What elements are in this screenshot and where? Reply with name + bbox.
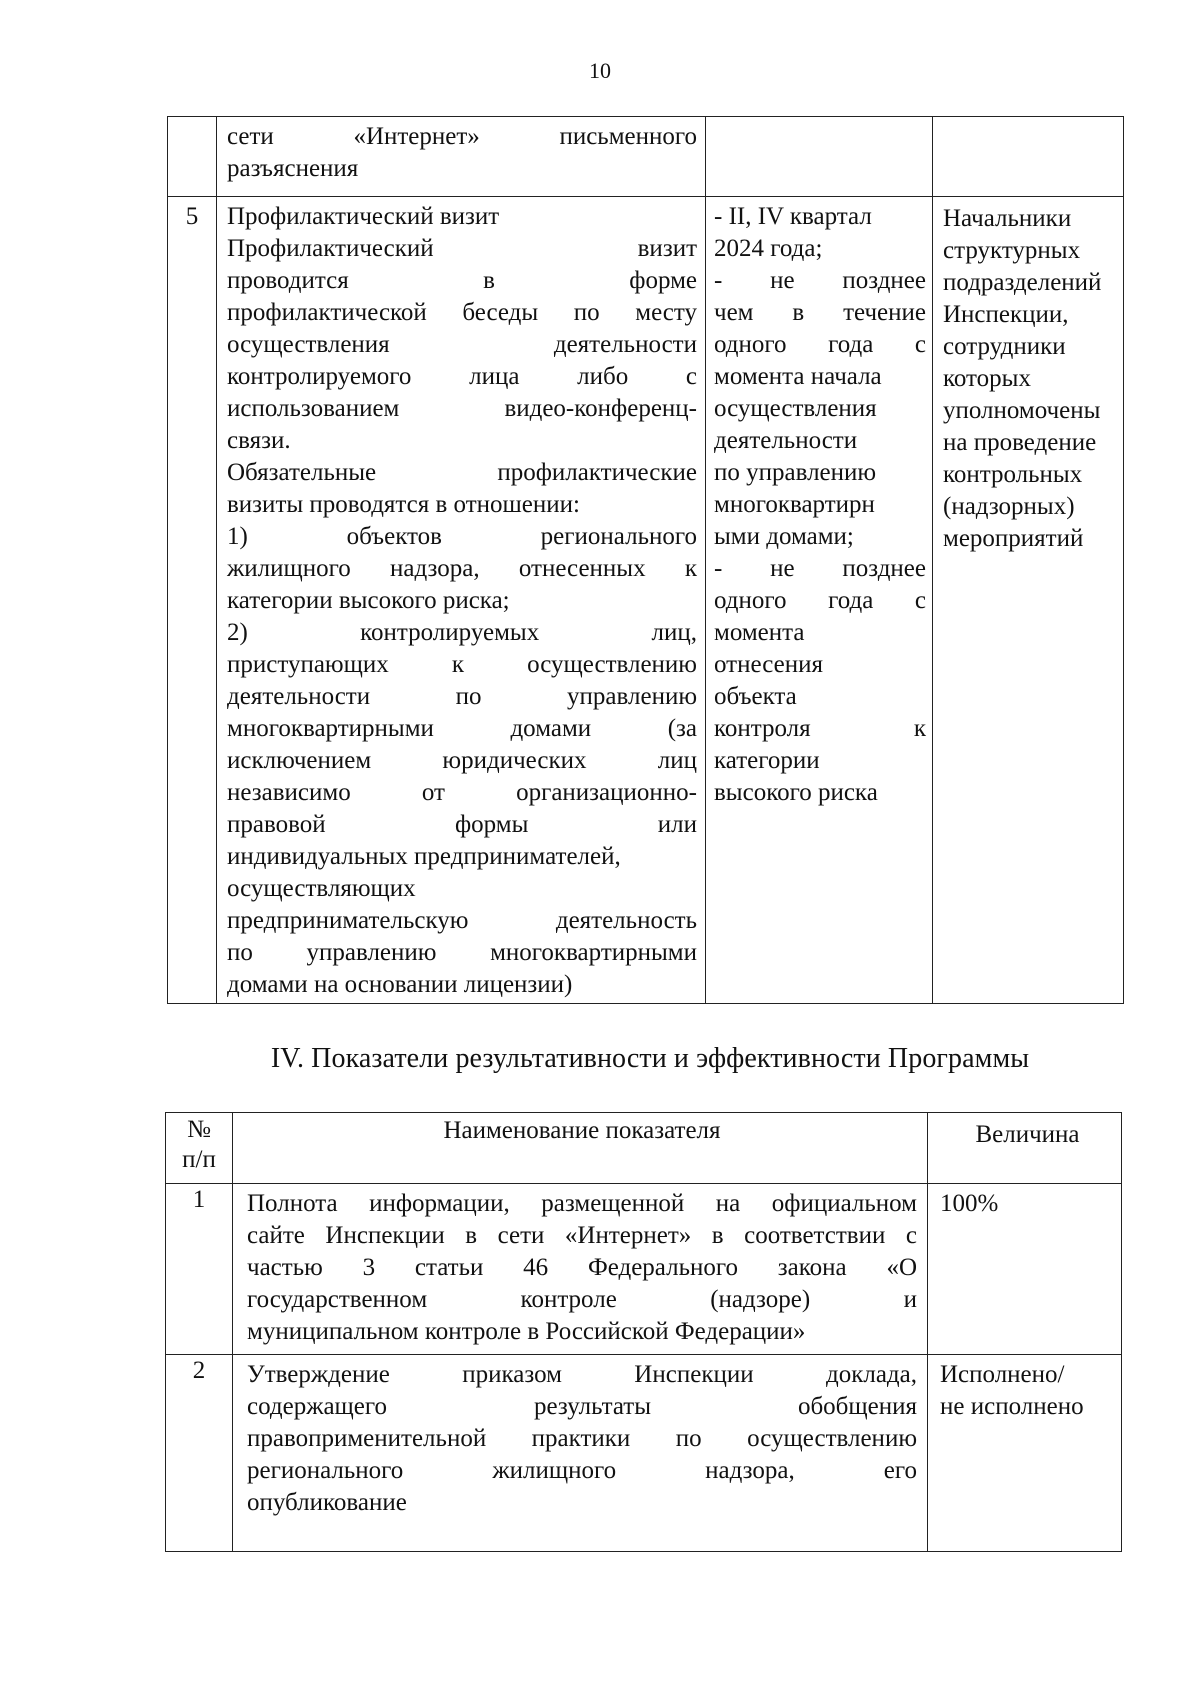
text-line: по управлению xyxy=(714,459,877,486)
text-line: домами на основании лицензии) xyxy=(227,971,573,998)
text-line: 2024 года; xyxy=(714,235,823,262)
text-line: Профилактический визит xyxy=(227,203,500,230)
text-line: профилактической беседы по месту xyxy=(227,299,697,326)
text-line: государственном контроле (надзоре) и xyxy=(247,1286,917,1313)
table-row xyxy=(166,1184,1122,1355)
indicator-value xyxy=(928,1184,1122,1355)
text-line: 1) объектов регионального xyxy=(227,523,697,550)
text-line: Утверждение приказом Инспекции доклада, xyxy=(247,1361,917,1388)
row-number xyxy=(168,117,217,197)
text-line: Начальники xyxy=(943,205,1072,232)
text-line: сети «Интернет» письменного xyxy=(227,123,697,150)
text-line: сотрудники xyxy=(943,333,1066,360)
table-row xyxy=(166,1355,1122,1552)
text-line: правовой формы или xyxy=(227,811,697,838)
indicator-value xyxy=(928,1355,1122,1552)
text-line: - не позднее xyxy=(714,267,926,294)
header-num xyxy=(166,1113,233,1184)
indicators-table xyxy=(165,1112,1122,1552)
text-line: 2) контролируемых лиц, xyxy=(227,619,697,646)
text-line: (надзорных) xyxy=(943,493,1075,520)
text-line: сайте Инспекции в сети «Интернет» в соответствии с xyxy=(247,1222,917,1249)
activity-description xyxy=(217,197,706,1004)
text-line: содержащего результаты обобщения xyxy=(247,1393,917,1420)
text-line: категории высокого риска; xyxy=(227,587,510,614)
text-line: на проведение xyxy=(943,429,1097,456)
text-line: контроля к xyxy=(714,715,926,742)
activity-responsible xyxy=(933,197,1124,1004)
header-indicator-name: Наименование показателя xyxy=(233,1113,928,1184)
text-line: чем в течение xyxy=(714,299,926,326)
text-line: связи. xyxy=(227,427,291,454)
activities-table xyxy=(167,116,1124,1004)
row-number: 1 xyxy=(166,1184,233,1355)
section-title: IV. Показатели результативности и эффективности Программы xyxy=(270,1043,1030,1074)
text-line: ыми домами; xyxy=(714,523,854,550)
text-line: момента начала xyxy=(714,363,882,390)
table-row xyxy=(168,117,1124,197)
text-line: мероприятий xyxy=(943,525,1084,552)
text-line: - не позднее xyxy=(714,555,926,582)
text-line: деятельности xyxy=(714,427,858,454)
header-num-line: № xyxy=(187,1116,211,1143)
row-number: 2 xyxy=(166,1355,233,1552)
text-line: визиты проводятся в отношении: xyxy=(227,491,580,518)
text-line: 100% xyxy=(940,1190,999,1217)
header-num-line: п/п xyxy=(182,1146,216,1173)
activity-deadline xyxy=(706,197,933,1004)
table-header-row xyxy=(166,1113,1122,1184)
text-line: регионального жилищного надзора, его xyxy=(247,1457,917,1484)
text-line: индивидуальных предпринимателей, xyxy=(227,843,621,870)
text-line: подразделений xyxy=(943,269,1102,296)
text-line: осуществления xyxy=(714,395,877,422)
text-line: одного года с xyxy=(714,331,926,358)
text-line: категории xyxy=(714,747,820,774)
text-line: Профилактический визит xyxy=(227,235,697,262)
text-line: многоквартирн xyxy=(714,491,875,518)
activity-description xyxy=(217,117,706,197)
text-line: осуществления деятельности xyxy=(227,331,697,358)
text-line: объекта xyxy=(714,683,797,710)
page-number: 10 xyxy=(589,58,611,83)
text-line: - II, IV квартал xyxy=(714,203,872,230)
text-line: Полнота информации, размещенной на официальном xyxy=(247,1190,917,1217)
text-line: частью 3 статьи 46 Федерального закона «О xyxy=(247,1254,917,1281)
text-line: многоквартирными домами (за xyxy=(227,715,697,742)
text-line: Исполнено/ xyxy=(940,1361,1065,1388)
text-line: момента xyxy=(714,619,805,646)
text-line: предпринимательскую деятельность xyxy=(227,907,697,934)
text-line: Обязательные профилактические xyxy=(227,459,697,486)
text-line: деятельности по управлению xyxy=(227,683,697,710)
text-line: приступающих к осуществлению xyxy=(227,651,697,678)
text-line: высокого риска xyxy=(714,779,878,806)
text-line: опубликование xyxy=(247,1489,407,1516)
indicator-name xyxy=(233,1184,928,1355)
text-line: уполномочены xyxy=(943,397,1101,424)
text-line: исключением юридических лиц xyxy=(227,747,697,774)
row-number: 5 xyxy=(168,197,217,1004)
text-line: не исполнено xyxy=(940,1393,1084,1420)
text-line: контрольных xyxy=(943,461,1083,488)
text-line: муниципальном контроле в Российской Федерации» xyxy=(247,1318,806,1345)
indicator-name xyxy=(233,1355,928,1552)
header-value: Величина xyxy=(928,1113,1122,1184)
text-line: контролируемого лица либо с xyxy=(227,363,697,390)
text-line: независимо от организационно- xyxy=(227,779,697,806)
text-line: по управлению многоквартирными xyxy=(227,939,697,966)
text-line: структурных xyxy=(943,237,1081,264)
text-line: проводится в форме xyxy=(227,267,697,294)
text-line: отнесения xyxy=(714,651,823,678)
text-line: осуществляющих xyxy=(227,875,416,902)
activity-responsible xyxy=(933,117,1124,197)
text-line: Инспекции, xyxy=(943,301,1069,328)
text-line: правоприменительной практики по осуществлению xyxy=(247,1425,917,1452)
activity-deadline xyxy=(706,117,933,197)
text-line: разъяснения xyxy=(227,155,359,182)
text-line: одного года с xyxy=(714,587,926,614)
text-line: жилищного надзора, отнесенных к xyxy=(227,555,697,582)
table-row xyxy=(168,197,1124,1004)
text-line: использованием видео-конференц- xyxy=(227,395,697,422)
text-line: которых xyxy=(943,365,1031,392)
